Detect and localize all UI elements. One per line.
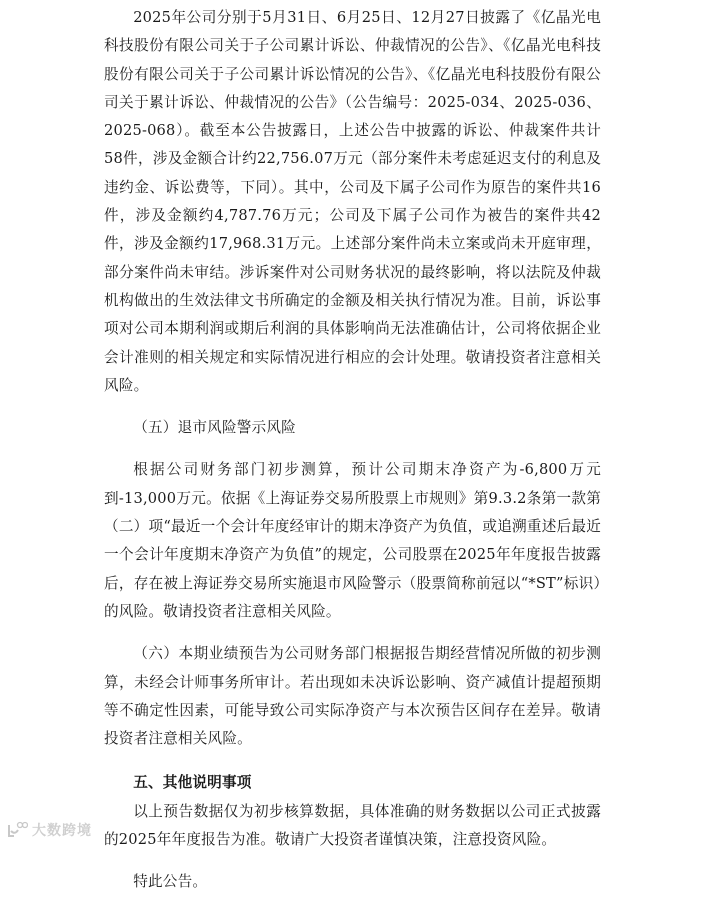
watermark [6,818,92,842]
other-notes-paragraph: 以上预告数据仅为初步核算数据，具体准确的财务数据以公司正式披露的2025年年度报告为准。敬请广大投资者谨慎决策，注意投资风险。 [104,802,601,849]
section-title-other-notes: 五、其他说明事项 [133,774,252,792]
closing-statement: 特此公告。 [133,873,208,891]
forecast-note-paragraph: （六）本期业绩预告为公司财务部门根据报告期经营情况所做的初步测算，未经会计师事务所审计。若出现如未决诉讼影响、资产减值计提超预期等不确定性因素，可能导致公司实际净资产与本次预告区间存在差异。敬请投资者注意相关风险。 [104,645,601,748]
watermark-text: 大数跨境 [32,823,92,839]
litigation-paragraph: 2025年公司分别于5月31日、6月25日、12月27日披露了《亿晶光电科技股份有限公司关于子公司累计诉讼、仲裁情况的公告》、《亿晶光电科技股份有限公司关于子公司累计诉讼情况的公告》、《亿晶光电科技股份有限公司关于累计诉讼、仲裁情况的公告》（公告编号：2025-034、2025-036、2025-068）。截至本公告披露日，上述公告中披露的诉讼、仲裁案件共计58件，涉及金额合计约22,756.07万元（部分案件未考虑延迟支付的利息及违约金、诉讼费等，下同）。其中，公司及下属子公司作为原告的案件共16 件，涉及金额约4,787.76万元；公司及下属子公司作为被告的案件共42件，涉及金额约17,968.31万元。上述部分案件尚未立案或尚未开庭审理，部分案件尚未审结。涉诉案件对公司财务状况的最终影响，将以法院及仲裁机构做出的生效法律文书所确定的金额及相关执行情况为准。目前，诉讼事项对公司本期利润或期后利润的具体影响尚无法准确估计，公司将依据企业会计准则的相关规定和实际情况进行相应的会计处理。敬请投资者注意相关风险。 [104,9,601,394]
document-page [104,4,601,897]
delisting-risk-heading: （五）退市风险警示风险 [133,419,296,437]
brand-logo-icon [6,821,28,839]
delisting-risk-paragraph: 根据公司财务部门初步测算，预计公司期末净资产为-6,800万元到-13,000万元。依据《上海证券交易所股票上市规则》第9.3.2条第一款第（二）项“最近一个会计年度经审计的期末净资产为负值，或追溯重述后最近一个会计年度期末净资产为负值”的规定，公司股票在2025年年度报告披露后，存在被上海证券交易所实施退市风险警示（股票简称前冠以“*ST”标识）的风险。敬请投资者注意相关风险。 [104,461,601,620]
